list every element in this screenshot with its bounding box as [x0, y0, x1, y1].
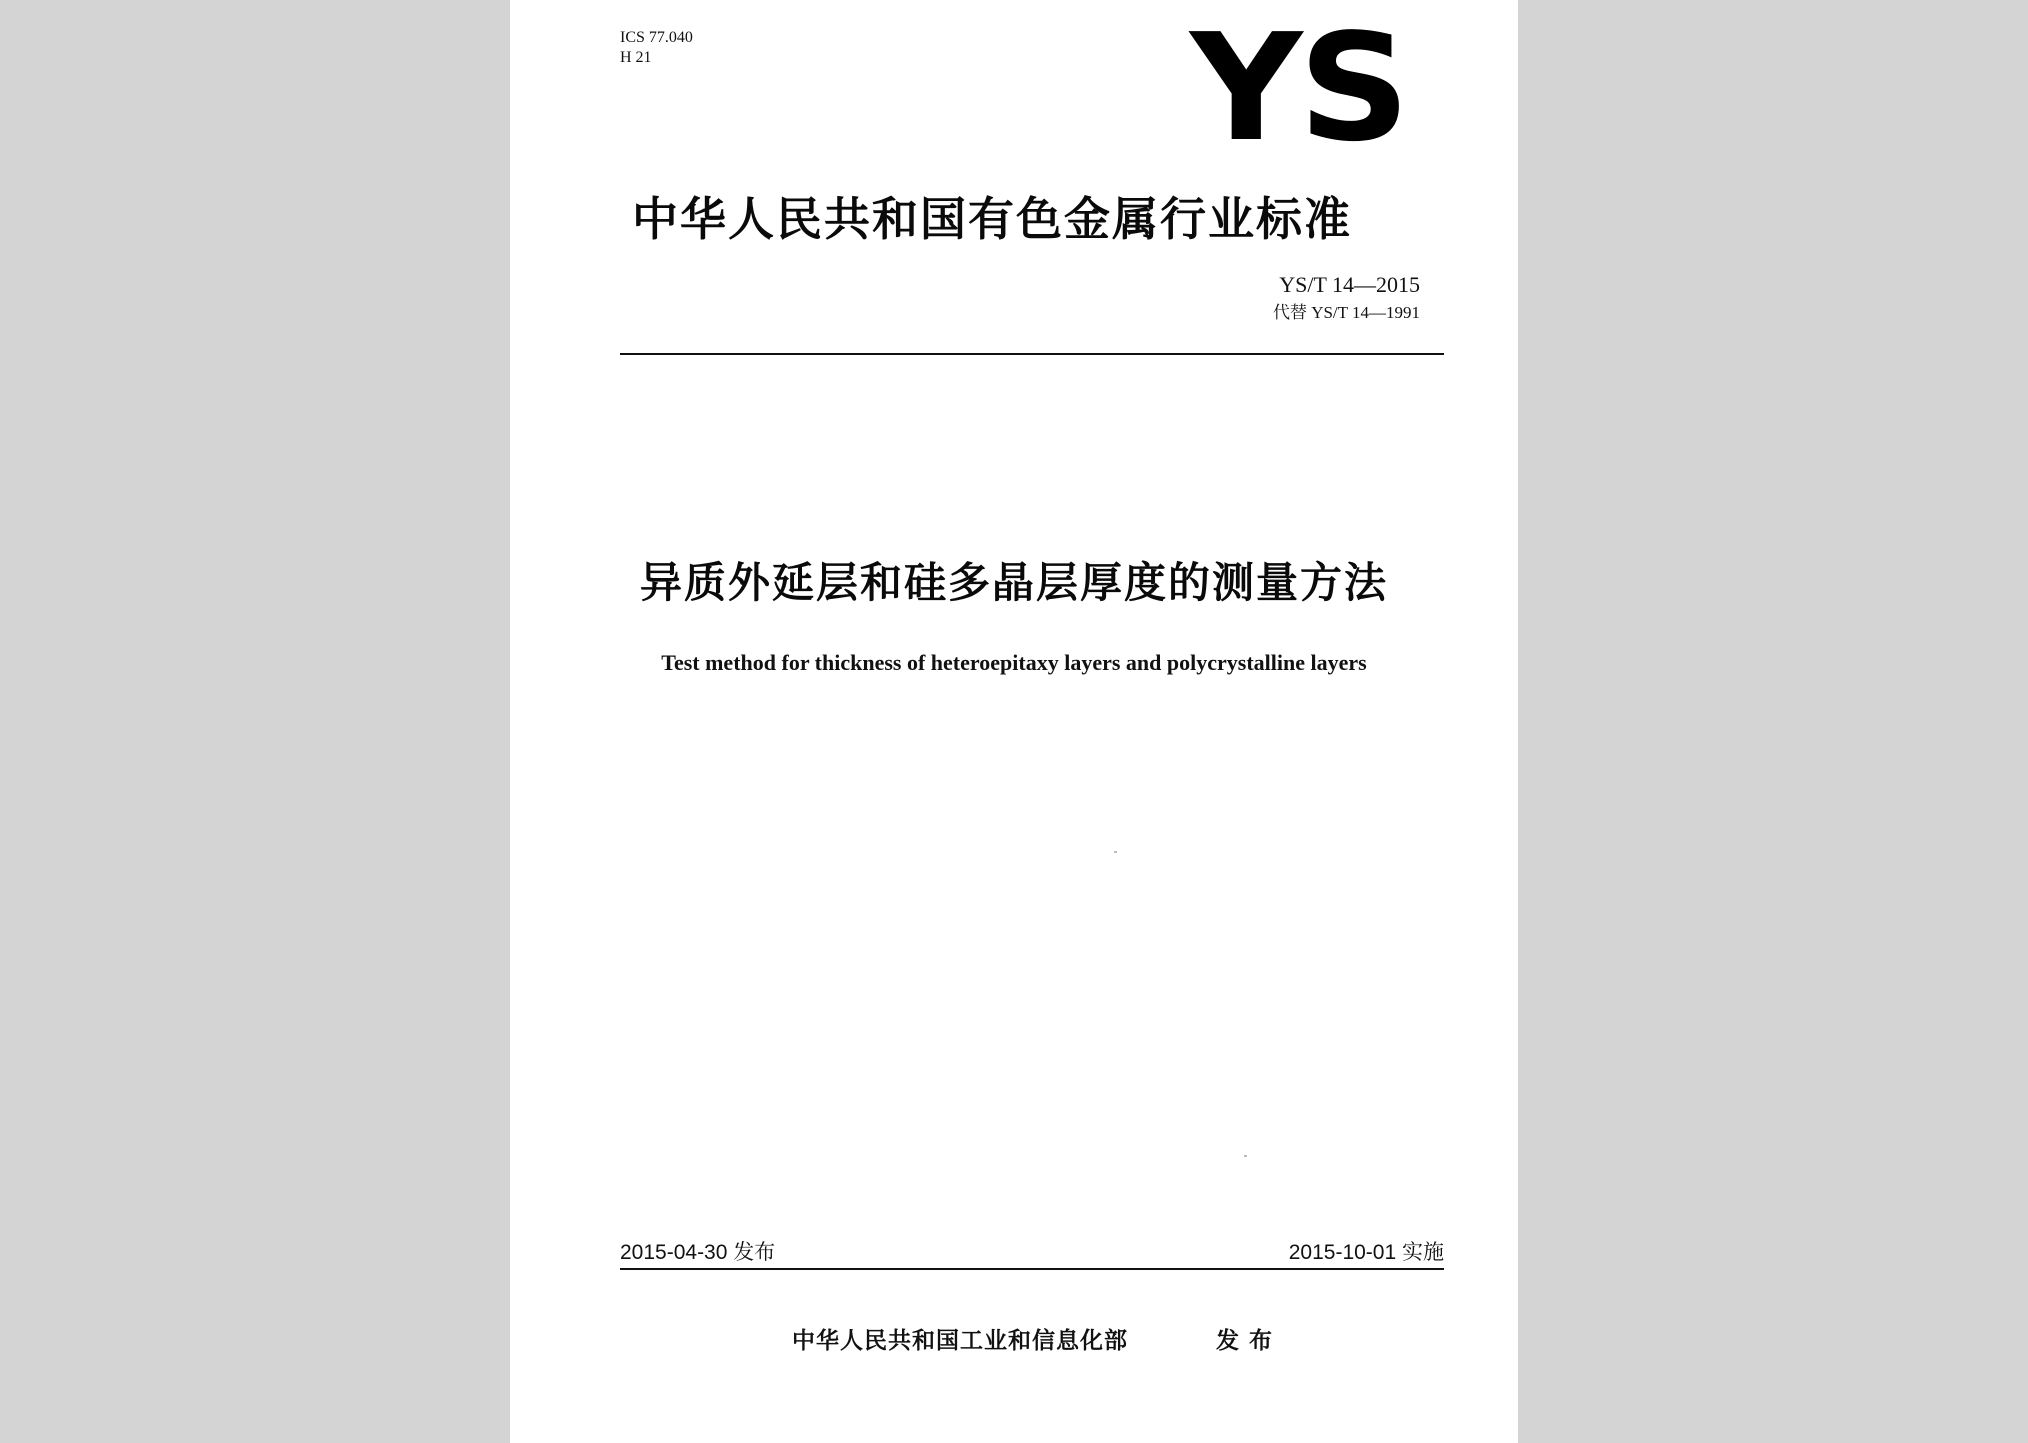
standard-code: YS/T 14—2015 — [1279, 272, 1420, 297]
ccs-code: H 21 — [620, 49, 652, 66]
title-chinese: 异质外延层和硅多晶层厚度的测量方法 — [639, 558, 1388, 607]
standard-type-heading: 中华人民共和国有色金属行业标准 — [632, 192, 1352, 246]
issue-date: 2015-04-30 发布 — [620, 1241, 776, 1264]
issuing-authority: 中华人民共和国工业和信息化部 — [792, 1328, 1128, 1354]
classification-block — [620, 28, 693, 68]
replaces-note: 代替 YS/T 14—1991 — [1272, 303, 1420, 322]
standard-cover-page — [510, 0, 1518, 1443]
bottom-divider — [620, 1268, 1444, 1270]
scan-speck — [1114, 851, 1117, 853]
issuer-action: 发布 — [1216, 1328, 1282, 1354]
scan-speck — [1244, 1155, 1247, 1157]
ics-code: ICS 77.040 — [620, 29, 693, 46]
implementation-date: 2015-10-01 实施 — [1288, 1241, 1444, 1264]
ys-logo: YS — [1190, 2, 1407, 174]
top-divider — [620, 353, 1444, 355]
title-english: Test method for thickness of heteroepitaxy layers and polycrystalline layers — [661, 650, 1367, 675]
